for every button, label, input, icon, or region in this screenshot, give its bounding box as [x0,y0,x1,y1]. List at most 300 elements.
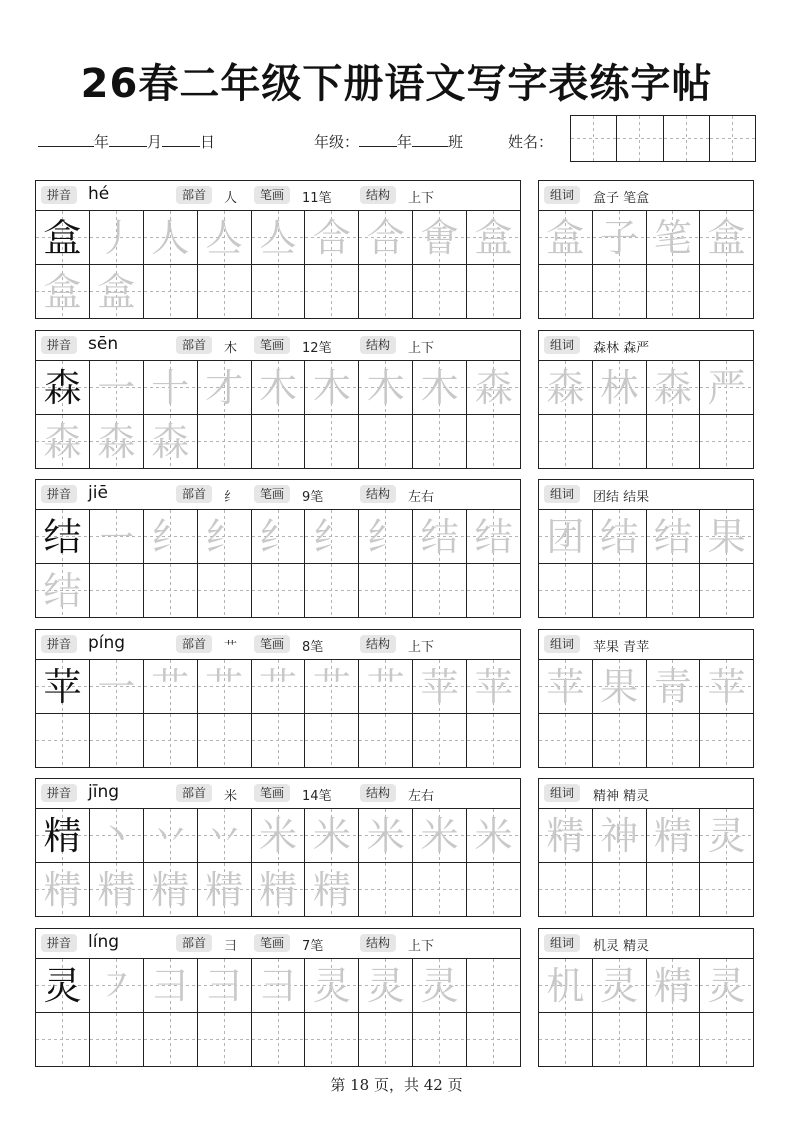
word-cell[interactable] [539,361,593,414]
word-cell[interactable] [539,211,593,264]
model-character: 结 [43,514,82,559]
writing-cell[interactable] [305,863,359,916]
writing-cell[interactable] [413,959,467,1012]
word-cell[interactable] [700,361,753,414]
writing-cell[interactable] [467,415,520,468]
writing-cell[interactable] [198,265,252,318]
word-info-bar [539,480,753,510]
word-practice-block [538,928,754,1067]
word-cell[interactable] [539,564,593,617]
pinyin-value: líng [88,932,120,952]
word-practice-block [538,330,754,469]
pinyin-value: jīng [88,782,120,802]
stroke-order-step: 艹 [205,664,244,709]
writing-cell[interactable] [413,564,467,617]
radical-tag: 部首 [176,635,212,653]
pinyin-tag: 拼音 [41,336,77,354]
writing-cell[interactable] [413,863,467,916]
stroke-order-step: 一 [97,365,136,410]
stroke-order-step: 十 [151,365,190,410]
word-cell[interactable] [539,415,593,468]
writing-cell[interactable] [90,714,144,767]
writing-cell[interactable] [359,415,413,468]
writing-cell[interactable] [198,809,252,862]
writing-row [36,563,520,617]
writing-cell[interactable] [305,1013,359,1066]
radical-value: 人 [224,191,238,206]
writing-row [36,414,520,468]
stroke-order-step: 纟 [312,514,351,559]
structure-tag: 结构 [360,186,396,204]
character-practice-block [35,180,521,319]
writing-cell[interactable] [359,564,413,617]
class-blank[interactable] [412,132,448,147]
stroke-order-step: 木 [259,365,298,410]
writing-cell[interactable] [36,211,90,264]
word-trace-character: 精 [653,963,692,1008]
word-trace-character: 结 [653,514,692,559]
strokes-value: 8笔 [302,640,324,655]
word-cell[interactable] [539,510,593,563]
writing-cell[interactable] [413,211,467,264]
words-value: 盒子 笔盒 [593,191,650,206]
day-blank[interactable] [162,132,200,147]
writing-cell[interactable] [252,361,306,414]
writing-cell[interactable] [252,564,306,617]
stroke-order-step: 合 [312,215,351,260]
word-cell[interactable] [539,1013,593,1066]
radical-value: 米 [224,789,238,804]
writing-cell[interactable] [198,959,252,1012]
model-character: 森 [43,365,82,410]
writing-cell[interactable] [359,714,413,767]
writing-row [36,713,520,767]
writing-cell[interactable] [252,265,306,318]
writing-cell[interactable] [305,959,359,1012]
stroke-order-step: 森 [151,419,190,464]
writing-cell[interactable] [467,1013,520,1066]
writing-cell[interactable] [359,959,413,1012]
grade-field [314,131,463,152]
writing-cell[interactable] [305,660,359,713]
writing-cell[interactable] [413,415,467,468]
word-trace-character: 苹 [546,664,585,709]
month-blank[interactable] [109,132,147,147]
stroke-order-step: 人 [151,215,190,260]
stroke-order-step: 一 [97,664,136,709]
writing-cell[interactable] [90,415,144,468]
writing-cell[interactable] [90,660,144,713]
writing-cell[interactable] [36,361,90,414]
word-row [539,510,753,563]
stroke-order-step: 艹 [366,664,405,709]
stroke-order-step: 盒 [43,269,82,314]
radical-value: 纟 [224,490,238,505]
character-practice-block [35,928,521,1067]
word-cell[interactable] [700,1013,753,1066]
radical-tag: 部首 [176,784,212,802]
word-trace-character: 结 [600,514,639,559]
pinyin-tag: 拼音 [41,635,77,653]
stroke-order-step: 亼 [259,215,298,260]
writing-cell[interactable] [90,1013,144,1066]
words-tag: 组词 [544,784,580,802]
stroke-order-step: 森 [43,419,82,464]
word-cell[interactable] [700,809,753,862]
word-cell[interactable] [700,959,753,1012]
writing-cell[interactable] [198,510,252,563]
writing-cell[interactable] [305,265,359,318]
writing-cell[interactable] [305,714,359,767]
word-cell[interactable] [647,660,701,713]
writing-cell[interactable] [198,863,252,916]
writing-cell[interactable] [359,211,413,264]
stroke-order-step: 才 [205,365,244,410]
writing-cell[interactable] [36,1013,90,1066]
stroke-order-step: 苹 [474,664,513,709]
stroke-order-step: 彐 [151,963,190,1008]
writing-cell[interactable] [467,959,520,1012]
word-trace-character: 盒 [546,215,585,260]
word-trace-character: 果 [707,514,746,559]
name-grid[interactable] [570,115,756,162]
word-cell[interactable] [647,1013,701,1066]
stroke-order-step: 纟 [205,514,244,559]
writing-cell[interactable] [198,415,252,468]
strokes-tag: 笔画 [254,635,290,653]
year-label: 年 [94,133,110,151]
writing-cell[interactable] [252,1013,306,1066]
stroke-order-step: 木 [420,365,459,410]
word-cell[interactable] [647,211,701,264]
writing-cell[interactable] [359,1013,413,1066]
stroke-order-step: 精 [43,867,82,912]
stroke-order-step: 米 [474,813,513,858]
word-trace-character: 灵 [707,813,746,858]
word-cell[interactable] [593,211,647,264]
structure-tag: 结构 [360,336,396,354]
stroke-order-step: 艹 [151,664,190,709]
writing-cell[interactable] [359,265,413,318]
pinyin-value: jiē [88,483,108,503]
writing-cell[interactable] [144,564,198,617]
word-cell[interactable] [647,863,701,916]
writing-cell[interactable] [198,714,252,767]
writing-cell[interactable] [36,863,90,916]
grade-blank[interactable] [359,132,397,147]
word-cell[interactable] [647,564,701,617]
writing-cell[interactable] [359,863,413,916]
writing-cell[interactable] [467,660,520,713]
word-cell[interactable] [539,863,593,916]
writing-cell[interactable] [305,510,359,563]
writing-cell[interactable] [252,510,306,563]
writing-cell[interactable] [359,660,413,713]
word-cell[interactable] [700,660,753,713]
stroke-order-step: 盒 [474,215,513,260]
word-cell[interactable] [593,714,647,767]
stroke-order-step: 苹 [420,664,459,709]
name-cell[interactable] [617,116,663,161]
writing-cell[interactable] [36,714,90,767]
writing-cell[interactable] [467,510,520,563]
word-cell[interactable] [647,809,701,862]
day-label: 日 [200,133,216,151]
word-info-bar [539,929,753,959]
writing-cell[interactable] [359,361,413,414]
date-field [38,131,215,152]
stroke-order-step: 㑹 [420,215,459,260]
writing-cell[interactable] [144,1013,198,1066]
stroke-order-step: 纟 [259,514,298,559]
structure-tag: 结构 [360,635,396,653]
word-cell[interactable] [539,809,593,862]
writing-cell[interactable] [252,415,306,468]
month-label: 月 [147,133,163,151]
word-trace-character: 笔 [653,215,692,260]
stroke-order-step: 纟 [366,514,405,559]
name-cell[interactable] [664,116,710,161]
word-cell[interactable] [647,361,701,414]
writing-cell[interactable] [467,361,520,414]
strokes-tag: 笔画 [254,336,290,354]
writing-cell[interactable] [359,809,413,862]
words-tag: 组词 [544,485,580,503]
strokes-tag: 笔画 [254,186,290,204]
writing-cell[interactable] [467,863,520,916]
word-info-bar [539,181,753,211]
writing-cell[interactable] [90,510,144,563]
writing-cell[interactable] [144,361,198,414]
writing-cell[interactable] [144,809,198,862]
word-cell[interactable] [539,660,593,713]
writing-cell[interactable] [144,265,198,318]
writing-cell[interactable] [413,809,467,862]
writing-cell[interactable] [467,564,520,617]
word-practice-block [538,180,754,319]
writing-cell[interactable] [198,564,252,617]
word-info-bar [539,779,753,809]
word-cell[interactable] [593,660,647,713]
writing-row [36,211,520,264]
writing-cell[interactable] [359,510,413,563]
structure-value: 左右 [408,789,435,804]
writing-cell[interactable] [198,1013,252,1066]
word-cell[interactable] [593,809,647,862]
writing-cell[interactable] [144,211,198,264]
radical-tag: 部首 [176,186,212,204]
word-cell[interactable] [700,863,753,916]
writing-cell[interactable] [413,1013,467,1066]
stroke-order-step: 艹 [312,664,351,709]
writing-cell[interactable] [413,660,467,713]
words-value: 团结 结果 [593,490,650,505]
word-cell[interactable] [700,714,753,767]
name-cell[interactable] [571,116,617,161]
word-cell[interactable] [647,510,701,563]
grade-label: 年级： [314,133,360,151]
structure-value: 上下 [408,341,435,356]
writing-cell[interactable] [467,211,520,264]
stroke-order-step: 精 [259,867,298,912]
word-row [539,414,753,468]
character-info-bar [36,331,520,361]
model-character: 苹 [43,664,82,709]
stroke-order-step: 丶 [97,813,136,858]
writing-cell[interactable] [252,863,306,916]
word-info-bar [539,630,753,660]
word-trace-character: 子 [600,215,639,260]
word-cell[interactable] [593,564,647,617]
character-info-bar [36,929,520,959]
strokes-tag: 笔画 [254,784,290,802]
word-cell[interactable] [539,265,593,318]
writing-cell[interactable] [144,863,198,916]
writing-cell[interactable] [90,863,144,916]
word-row [539,959,753,1012]
words-value: 精神 精灵 [593,789,650,804]
stroke-order-step: 灵 [420,963,459,1008]
word-cell[interactable] [593,863,647,916]
character-practice-block [35,479,521,618]
words-tag: 组词 [544,934,580,952]
word-practice-block [538,479,754,618]
word-trace-character: 灵 [707,963,746,1008]
word-cell[interactable] [700,415,753,468]
writing-cell[interactable] [252,959,306,1012]
stroke-order-step: 丷 [151,813,190,858]
character-info-bar [36,480,520,510]
writing-cell[interactable] [36,959,90,1012]
writing-cell[interactable] [305,809,359,862]
radical-tag: 部首 [176,336,212,354]
writing-cell[interactable] [198,660,252,713]
stroke-order-step: 精 [97,867,136,912]
structure-tag: 结构 [360,485,396,503]
writing-cell[interactable] [90,361,144,414]
writing-cell[interactable] [36,510,90,563]
writing-cell[interactable] [413,714,467,767]
stroke-order-step: 灵 [312,963,351,1008]
words-value: 森林 森严 [593,341,650,356]
word-cell[interactable] [647,415,701,468]
word-trace-character: 盒 [707,215,746,260]
word-cell[interactable] [593,510,647,563]
word-cell[interactable] [700,265,753,318]
word-row [539,361,753,414]
writing-cell[interactable] [90,211,144,264]
words-tag: 组词 [544,186,580,204]
word-trace-character: 果 [600,664,639,709]
word-cell[interactable] [647,959,701,1012]
stroke-order-step: 合 [366,215,405,260]
writing-cell[interactable] [467,714,520,767]
word-cell[interactable] [593,361,647,414]
name-cell[interactable] [710,116,755,161]
writing-row [36,809,520,862]
word-trace-character: 严 [707,365,746,410]
writing-cell[interactable] [90,809,144,862]
writing-cell[interactable] [90,265,144,318]
writing-cell[interactable] [252,660,306,713]
writing-cell[interactable] [252,714,306,767]
writing-cell[interactable] [90,564,144,617]
word-cell[interactable] [593,959,647,1012]
word-cell[interactable] [593,415,647,468]
writing-cell[interactable] [144,660,198,713]
writing-cell[interactable] [305,211,359,264]
writing-cell[interactable] [467,265,520,318]
writing-cell[interactable] [198,211,252,264]
word-trace-character: 神 [600,813,639,858]
writing-cell[interactable] [144,510,198,563]
writing-cell[interactable] [413,265,467,318]
strokes-value: 12笔 [302,341,332,356]
stroke-order-step: 森 [97,419,136,464]
words-tag: 组词 [544,635,580,653]
writing-cell[interactable] [90,959,144,1012]
stroke-order-step: 灵 [366,963,405,1008]
writing-cell[interactable] [467,809,520,862]
writing-cell[interactable] [36,265,90,318]
words-tag: 组词 [544,336,580,354]
writing-cell[interactable] [144,714,198,767]
word-trace-character: 灵 [600,963,639,1008]
word-cell[interactable] [593,265,647,318]
strokes-value: 14笔 [302,789,332,804]
writing-cell[interactable] [252,809,306,862]
structure-value: 上下 [408,640,435,655]
writing-cell[interactable] [198,361,252,414]
word-row [539,809,753,862]
structure-tag: 结构 [360,784,396,802]
stroke-order-step: 纟 [151,514,190,559]
pinyin-value: hé [88,184,110,204]
word-trace-character: 森 [653,365,692,410]
word-cell[interactable] [700,510,753,563]
writing-cell[interactable] [144,415,198,468]
writing-cell[interactable] [305,415,359,468]
year-blank[interactable] [38,132,94,147]
word-cell[interactable] [647,265,701,318]
writing-row [36,862,520,916]
word-cell[interactable] [539,714,593,767]
writing-row [36,510,520,563]
word-cell[interactable] [593,1013,647,1066]
stroke-order-step: 结 [474,514,513,559]
writing-cell[interactable] [36,415,90,468]
writing-cell[interactable] [305,564,359,617]
stroke-order-step: 精 [312,867,351,912]
writing-cell[interactable] [36,564,90,617]
writing-cell[interactable] [305,361,359,414]
word-cell[interactable] [539,959,593,1012]
radical-value: 艹 [224,640,238,655]
writing-cell[interactable] [36,660,90,713]
writing-cell[interactable] [252,211,306,264]
pinyin-tag: 拼音 [41,186,77,204]
radical-value: 木 [224,341,238,356]
word-cell[interactable] [647,714,701,767]
writing-cell[interactable] [413,510,467,563]
word-cell[interactable] [700,564,753,617]
word-cell[interactable] [700,211,753,264]
writing-cell[interactable] [144,959,198,1012]
stroke-order-step: 盒 [97,269,136,314]
writing-cell[interactable] [36,809,90,862]
writing-row [36,959,520,1012]
writing-cell[interactable] [413,361,467,414]
